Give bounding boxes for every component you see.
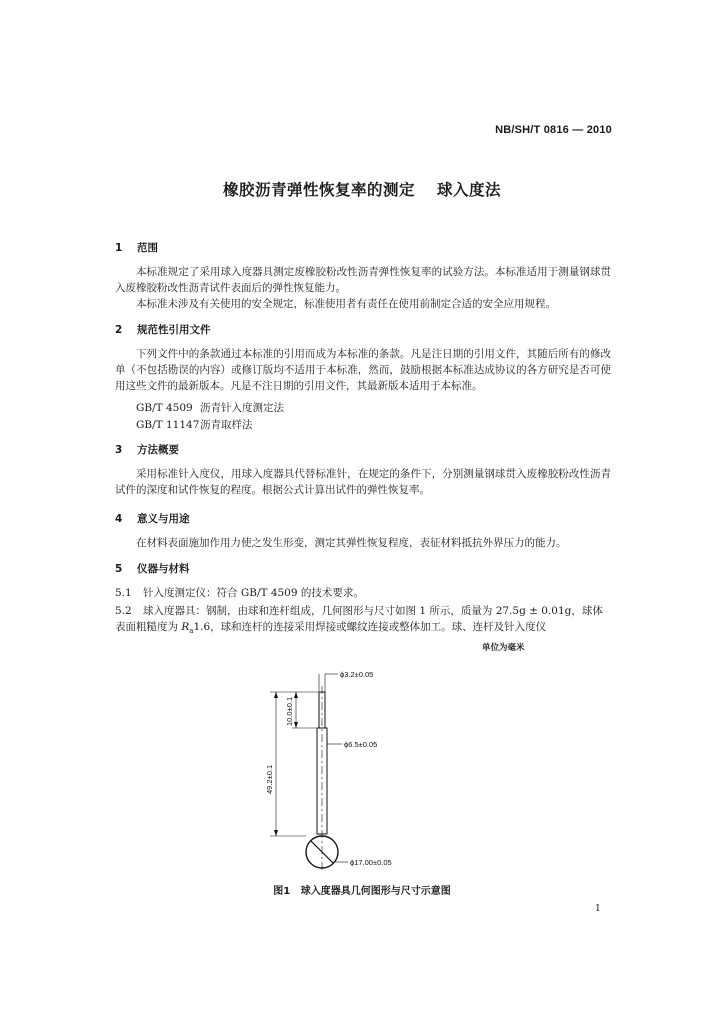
page-number: 1 [595,904,601,914]
roughness-symbol: R [181,621,190,633]
clause-5-2 [115,603,611,639]
section-2-para-1: 下列文件中的条款通过本标准的引用而成为本标准的条款。凡是注日期的引用文件，其随后所有的修改单（不包括勘误的内容）或修订版均不适用于本标准，然而，鼓励根据本标准达成协议的各方研究是否可使用这些文件的最新版本。凡是不注日期的引用文件，其最新版本适用于本标准。 [115,348,611,392]
section-3-heading [115,442,179,457]
section-title: 规范性引用文件 [137,324,211,336]
section-title: 意义与用途 [137,513,190,525]
section-title: 范围 [137,242,158,254]
clause-number: 5.2 [115,605,132,617]
section-5-heading [115,561,190,576]
figure-unit-note: 单位为毫米 [482,643,525,653]
section-1-para-2: 本标准未涉及有关使用的安全规定，标准使用者有责任在使用前制定合适的安全应用规程。 [136,298,556,310]
clause-5-1 [115,585,611,601]
reference-2 [136,417,253,432]
document-title [0,178,724,200]
reference-code: GB/T 11147 [136,419,200,431]
dim-top-diameter: ϕ3.2±0.05 [340,670,374,679]
section-title: 方法概要 [137,444,179,456]
section-1-heading [115,240,158,255]
reference-code: GB/T 4509 [136,402,193,414]
dim-total-length: 49.2±0.1 [265,764,274,794]
standard-number: NB/SH/T 0816 — 2010 [495,124,612,136]
figure-caption-text: 球入度器具几何图形与尺寸示意图 [300,886,451,897]
title-method: 球入度法 [437,181,502,199]
figure-number: 图1 [273,886,291,897]
reference-name: 沥青针入度测定法 [200,402,284,414]
section-number: 1 [115,242,123,254]
section-number: 3 [115,444,123,456]
reference-name: 沥青取样法 [200,419,253,431]
section-1-para-1: 本标准规定了采用球入度器具测定废橡胶粉改性沥青弹性恢复率的试验方法。本标准适用于测量钢球贯入废橡胶粉改性沥青试件表面后的弹性恢复能力。 [115,266,611,294]
section-3-para-1: 采用标准针入度仪，用球入度器具代替标准针，在规定的条件下，分别测量钢球贯入废橡胶粉改性沥青试件的深度和试件恢复的程度。根据公式计算出试件的弹性恢复率。 [115,468,611,496]
clause-text-b: 1.6，球和连杆的连接采用焊接或螺纹连接或整体加工。球、连杆及针入度仪 [193,621,547,633]
dim-ball-diameter: ϕ17.00±0.05 [350,858,392,867]
roughness-subscript: a [189,627,194,636]
reference-1 [136,400,284,415]
section-4-para-1: 在材料表面施加作用力使之发生形变，测定其弹性恢复程度，表征材料抵抗外界压力的能力。 [136,537,567,549]
figure-caption [0,882,724,897]
section-2-heading [115,322,211,337]
clause-text: 针入度测定仪：符合 GB/T 4509 的技术要求。 [143,587,364,599]
clause-text-a: 球入度器具：钢制，由球和连杆组成，几何图形与尺寸如图 1 所示，质量为 27.5g ± 0.01g，球体表面粗糙度为 [115,605,603,633]
clause-number: 5.1 [115,587,132,599]
title-main: 橡胶沥青弹性恢复率的测定 [222,181,415,199]
section-number: 2 [115,324,123,336]
section-number: 4 [115,513,123,525]
section-title: 仪器与材料 [137,563,190,575]
section-4-heading [115,511,190,526]
dim-top-length: 10.0±0.1 [285,696,294,726]
section-number: 5 [115,563,123,575]
dim-rod-diameter: ϕ6.5±0.05 [344,740,378,749]
figure-1-drawing [262,662,402,878]
